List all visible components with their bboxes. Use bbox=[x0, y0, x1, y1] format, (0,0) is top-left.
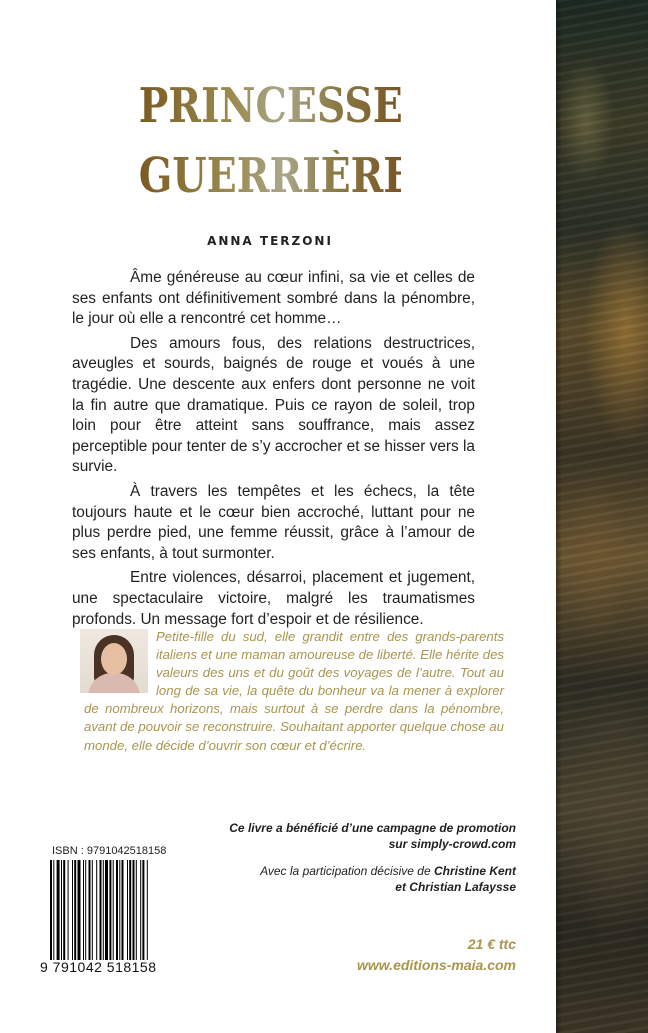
isbn-label: ISBN : 9791042518158 bbox=[52, 845, 167, 857]
synopsis-paragraph: Entre violences, désarroi, placement et jugement, une spectaculaire victoire, malgré les traumatismes profonds. Un message fort d’espoir et de résilience. bbox=[72, 569, 475, 628]
participation-prefix: Avec la participation décisive de bbox=[260, 864, 431, 878]
price: 21 € ttc bbox=[467, 936, 516, 952]
cover-art-spine bbox=[556, 0, 648, 1033]
title-line-2: GUERRIÈRE bbox=[138, 148, 414, 204]
author-name: ANNA TERZONI bbox=[207, 234, 333, 248]
promo-line-2: sur simply-crowd.com bbox=[388, 837, 516, 851]
title-line-1: PRINCESSE bbox=[138, 78, 403, 134]
promo-text bbox=[196, 820, 516, 852]
participation-conjunction: et bbox=[395, 880, 406, 894]
barcode-digits: 9 791042 518158 bbox=[40, 959, 157, 975]
barcode-icon bbox=[50, 860, 180, 960]
promo-line-1: Ce livre a bénéficié d’une campagne de promotion bbox=[229, 821, 516, 835]
synopsis-paragraph: Des amours fous, des relations destructrices, aveugles et sourds, baignés de rouge et voués à une tragédie. Une descente aux enfers dont personne ne voit la fin autre que dramatique. Puis ce rayon de soleil, trop loin pour être atteint sans souffrance, mais assez perceptible pour tenter de s’y accrocher et se hisser vers la survie. bbox=[72, 334, 475, 476]
participant-name-2: Christian Lafaysse bbox=[409, 880, 516, 894]
author-bio-text: Petite-fille du sud, elle grandit entre des grands-parents italiens et une maman amoureuse de liberté. Elle hérite des valeurs des uns et du goût des voyages de l’autre. Tout au long de sa vie, la quête du bonheur va la mener à explorer de nombreux horizons, mais surtout à se perdre dans la pénombre, avant de pouvoir se reconstruire. Souhaitant apporter quelque chose au monde, elle décide d’ouvrir son cœur et d’écrire. bbox=[84, 629, 504, 753]
participation-text bbox=[176, 863, 516, 895]
author-bio bbox=[84, 628, 504, 755]
synopsis-paragraph: Âme généreuse au cœur infini, sa vie et celles de ses enfants ont définitivement sombré dans la pénombre, le jour où elle a rencontré cet homme… bbox=[72, 269, 475, 328]
synopsis-paragraph: À travers les tempêtes et les échecs, la tête toujours haute et le cœur bien accroché, luttant pour ne plus perdre pied, une femme réussit, grâce à l’amour de ses enfants, à tout surmonter. bbox=[72, 482, 475, 562]
publisher-website: www.editions-maia.com bbox=[357, 957, 516, 973]
participant-name-1: Christine Kent bbox=[433, 864, 516, 878]
synopsis bbox=[72, 268, 475, 634]
